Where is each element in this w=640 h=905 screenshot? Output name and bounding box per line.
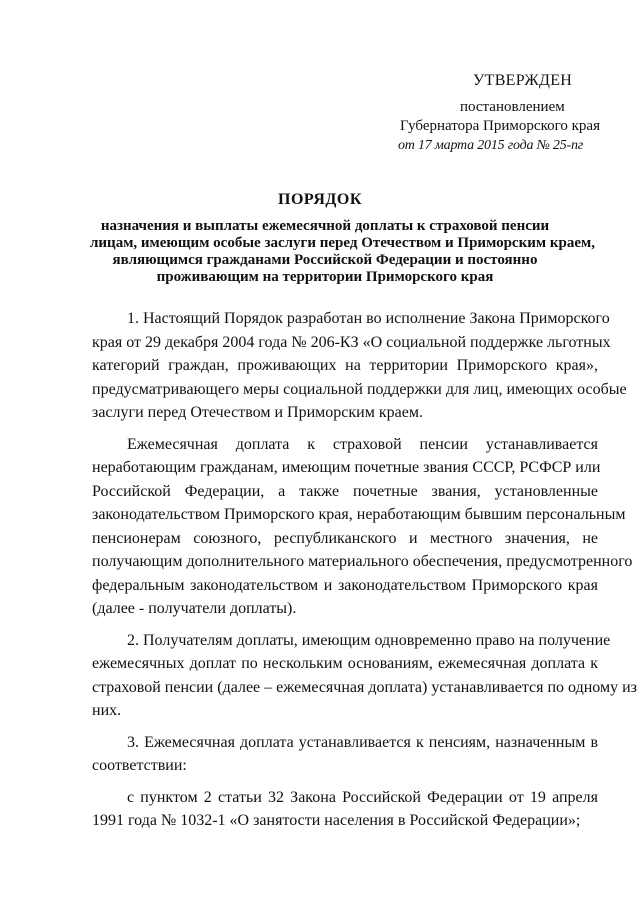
text-line: ежемесячных доплат по нескольким основаниям, ежемесячная доплата к — [92, 655, 598, 672]
subtitle-line: являющимся гражданами Российской Федерации и постоянно — [112, 252, 538, 268]
text-line: (далее - получатели доплаты). — [92, 600, 297, 617]
paragraph-2 — [92, 433, 633, 621]
subtitle-line: назначения и выплаты ежемесячной доплаты к страховой пенсии — [100, 218, 550, 234]
paragraph-1 — [92, 307, 627, 425]
approval-line-governor: Губернатора Приморского края — [400, 118, 600, 134]
text-line: пенсионерам союзного, республиканского и местного значения, не — [92, 529, 598, 547]
text-line: федеральным законодательством и законодательством Приморского края — [92, 576, 598, 594]
subtitle-line: лицам, имеющим особые заслуги перед Отечеством и Приморским краем, — [90, 235, 595, 251]
text-line: неработающим гражданам, имеющим почетные звания СССР, РСФСР или — [92, 459, 601, 476]
paragraph-3 — [92, 629, 637, 723]
paragraph-5 — [92, 786, 598, 833]
text-line: 1991 года № 1032-1 «О занятости населения в Российской Федерации»; — [92, 812, 581, 829]
approval-line-resolution: постановлением — [460, 99, 565, 115]
text-line: соответствии: — [92, 757, 187, 774]
text-line: 3. Ежемесячная доплата устанавливается к пенсиям, назначенным в — [127, 733, 598, 751]
approval-title: УТВЕРЖДЕН — [473, 72, 573, 89]
approval-line-date: от 17 марта 2015 года № 25-пг — [398, 138, 584, 153]
text-line: страховой пенсии (далее – ежемесячная доплата) устанавливается по одному из — [92, 678, 637, 696]
text-line: края от 29 декабря 2004 года № 206-КЗ «О социальной поддержке льготных — [92, 333, 611, 351]
text-line: них. — [92, 702, 122, 719]
text-line: Российской Федерации, а также почетные звания, установленные — [92, 482, 598, 500]
text-line: заслуги перед Отечеством и Приморским краем. — [92, 404, 423, 421]
text-line: получающим дополнительного материального обеспечения, предусмотренного — [92, 553, 633, 570]
text-line: 2. Получателям доплаты, имеющим одновременно право на получение — [127, 631, 611, 649]
subtitle-line: проживающим на территории Приморского края — [156, 269, 494, 285]
text-line: предусматривающего меры социальной поддержки для лиц, имеющих особые — [92, 380, 627, 398]
document-subtitle — [90, 218, 595, 286]
document-body — [92, 307, 637, 841]
text-line: 1. Настоящий Порядок разработан во исполнение Закона Приморского — [127, 310, 610, 327]
text-line: категорий граждан, проживающих на территории Приморского края», — [92, 357, 598, 374]
text-line: Ежемесячная доплата к страховой пенсии устанавливается — [127, 435, 598, 453]
document-title: ПОРЯДОК — [278, 191, 362, 208]
text-line: с пунктом 2 статьи 32 Закона Российской Федерации от 19 апреля — [127, 788, 598, 806]
paragraph-4 — [92, 731, 598, 778]
text-line: законодательством Приморского края, неработающим бывшим персональным — [92, 506, 626, 523]
